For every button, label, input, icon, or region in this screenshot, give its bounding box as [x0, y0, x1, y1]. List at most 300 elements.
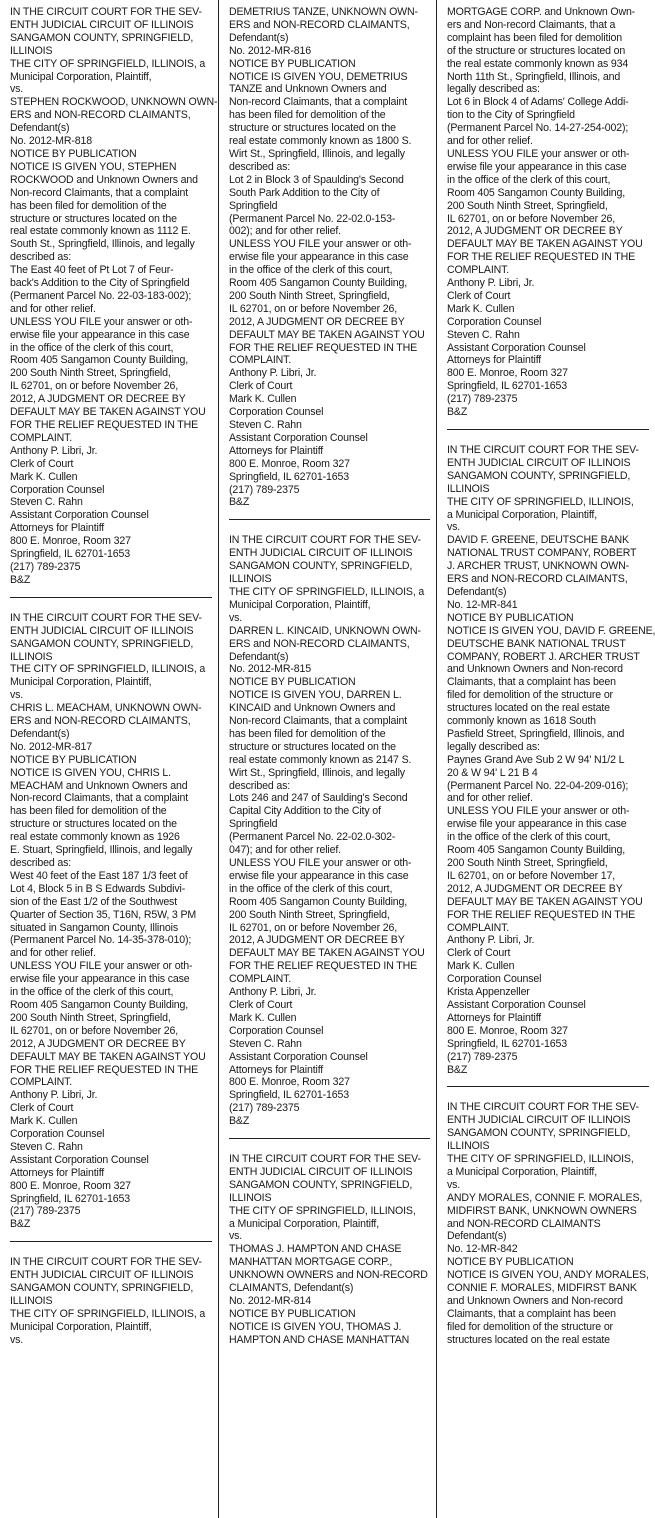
- notice-line: NOTICE BY PUBLICATION: [229, 676, 356, 689]
- legal-notice: [447, 444, 655, 1076]
- notice-line: tion to the City of Springfield: [447, 109, 575, 122]
- notice-line: (Permanent Parcel No. 22-02.0-153-: [229, 212, 396, 225]
- notice-line: 800 E. Monroe, Room 327: [10, 1179, 131, 1192]
- notice-line: Wirt St., Springfield, Illinois, and legally: [229, 766, 405, 779]
- notice-line: Attorneys for Plaintiff: [10, 1166, 105, 1179]
- notice-line: 800 E. Monroe, Room 327: [447, 367, 568, 380]
- notice-line: COMPLAINT.: [10, 1076, 73, 1089]
- notice-line: Steven C. Rahn: [447, 328, 520, 341]
- notice-line: DEFAULT MAY BE TAKEN AGAINST YOU: [10, 1050, 206, 1063]
- column-3: [436, 0, 655, 1518]
- notice-line: Steven C. Rahn: [229, 419, 302, 431]
- notice-line: Municipal Corporation, Plaintiff,: [229, 598, 371, 611]
- notice-line: the real estate commonly known as 934: [447, 57, 629, 70]
- notice-line: No. 12-MR-841: [447, 598, 518, 611]
- notice-line: UNKNOWN OWNERS and NON-RECORD: [229, 1269, 428, 1282]
- notice-line: a Municipal Corporation, Plaintiff,: [447, 508, 598, 521]
- notice-line: has been filed for demolition of the: [229, 109, 386, 122]
- notice-line: Municipal Corporation, Plaintiff,: [10, 70, 152, 83]
- notice-line: Springfield: [229, 199, 278, 212]
- notice-line: ILLINOIS: [10, 650, 53, 663]
- notice-line: THE CITY OF SPRINGFIELD, ILLINOIS, a: [10, 57, 206, 70]
- notice-line: described as:: [229, 779, 291, 792]
- notice-line: DEFAULT MAY BE TAKEN AGAINST YOU: [229, 328, 425, 341]
- notice-line: SANGAMON COUNTY, SPRINGFIELD,: [10, 637, 194, 650]
- notice-line: 200 South Ninth Street, Springfield,: [229, 289, 390, 302]
- notice-line: NOTICE IS GIVEN YOU, STEPHEN: [10, 160, 177, 173]
- notice-line: vs.: [447, 521, 461, 534]
- notice-line: IL 62701, on or before November 26,: [10, 1024, 179, 1037]
- notice-line: Attorneys for Plaintiff: [447, 354, 542, 367]
- notice-line: Clerk of Court: [447, 289, 511, 302]
- notice-line: legally described as:: [447, 740, 540, 753]
- notice-line: FOR THE RELIEF REQUESTED IN THE: [447, 908, 636, 921]
- notice-line: B&Z: [447, 1063, 468, 1076]
- notice-line: KINCAID and Unknown Owners and: [229, 702, 396, 715]
- notice-line: (Permanent Parcel No. 22-04-209-016);: [447, 779, 629, 792]
- notice-line: 800 E. Monroe, Room 327: [229, 457, 350, 470]
- notice-line: SANGAMON COUNTY, SPRINGFIELD,: [229, 560, 413, 573]
- notice-line: Defendant(s): [447, 585, 507, 598]
- notice-line: NOTICE BY PUBLICATION: [10, 147, 137, 160]
- notice-line: in the office of the clerk of this court,: [229, 882, 393, 895]
- notice-line: SANGAMON COUNTY, SPRINGFIELD,: [447, 469, 631, 482]
- notice-line: described as:: [10, 857, 72, 869]
- notice-line: 200 South Ninth Street, Springfield,: [447, 857, 608, 869]
- notice-line: structures located on the real estate: [447, 1333, 610, 1346]
- notice-line: COMPANY, ROBERT J. ARCHER TRUST: [447, 650, 640, 663]
- notice-divider: [229, 1138, 430, 1139]
- notice-line: NOTICE BY PUBLICATION: [229, 1307, 356, 1320]
- notice-line: 200 South Ninth Street, Springfield,: [229, 908, 390, 921]
- notice-line: Assistant Corporation Counsel: [447, 998, 586, 1011]
- notice-line: (217) 789-2375: [10, 1205, 81, 1218]
- notice-line: IL 62701, on or before November 26,: [229, 302, 398, 315]
- notice-line: vs.: [229, 611, 243, 624]
- notice-line: Corporation Counsel: [229, 1024, 324, 1037]
- notice-line: COMPLAINT.: [229, 973, 292, 986]
- notice-line: Non-record Claimants, that a complaint: [10, 792, 189, 805]
- notice-line: Clerk of Court: [447, 947, 511, 960]
- notice-line: South Park Addition to the City of: [229, 186, 380, 199]
- notice-line: in the office of the clerk of this court,: [10, 986, 174, 999]
- notice-line: (217) 789-2375: [229, 1102, 300, 1115]
- notice-line: Room 405 Sangamon County Building,: [229, 277, 408, 290]
- notice-line: ENTH JUDICIAL CIRCUIT OF ILLINOIS: [229, 547, 413, 560]
- notice-line: Corporation Counsel: [10, 483, 105, 496]
- notice-line: Corporation Counsel: [10, 1128, 105, 1141]
- notice-line: ILLINOIS: [10, 1295, 53, 1307]
- notice-line: 2012, A JUDGMENT OR DECREE BY: [447, 882, 623, 895]
- notice-line: Clerk of Court: [10, 457, 74, 470]
- notice-line: FOR THE RELIEF REQUESTED IN THE: [229, 960, 418, 973]
- notice-line: a Municipal Corporation, Plaintiff,: [229, 1217, 380, 1230]
- notice-line: commonly known as 1618 South: [447, 715, 596, 728]
- notice-line: Springfield, IL 62701-1653: [10, 548, 130, 561]
- notice-line: Attorneys for Plaintiff: [229, 1063, 324, 1076]
- notice-line: Lot 6 in Block 4 of Adams' College Addi-: [447, 96, 629, 109]
- notice-line: situated in Sangamon County, Illinois: [10, 921, 178, 934]
- notice-line: in the office of the clerk of this court,: [10, 341, 174, 354]
- notice-line: NOTICE BY PUBLICATION: [10, 753, 137, 766]
- notice-line: ENTH JUDICIAL CIRCUIT OF ILLINOIS: [10, 18, 194, 31]
- notice-line: 200 South Ninth Street, Springfield,: [10, 1011, 171, 1024]
- notice-line: THE CITY OF SPRINGFIELD, ILLINOIS, a: [229, 585, 425, 598]
- notice-line: and Unknown Owners and Non-record: [447, 663, 623, 676]
- notice-divider: [447, 429, 649, 430]
- notice-line: NOTICE BY PUBLICATION: [447, 1256, 574, 1269]
- notice-line: ILLINOIS: [229, 1191, 272, 1204]
- notice-line: Corporation Counsel: [447, 315, 542, 328]
- notice-line: B&Z: [447, 406, 468, 419]
- notice-line: erwise file your appearance in this case: [229, 869, 409, 882]
- notice-line: SANGAMON COUNTY, SPRINGFIELD,: [229, 1178, 413, 1191]
- notice-line: structure or structures located on the: [10, 818, 177, 831]
- notice-line: UNLESS YOU FILE your answer or oth-: [229, 238, 412, 251]
- notice-line: and for other relief.: [10, 302, 96, 315]
- notice-line: vs.: [229, 1230, 243, 1243]
- notice-line: IN THE CIRCUIT COURT FOR THE SEV-: [447, 444, 639, 456]
- notice-line: ILLINOIS: [447, 1140, 490, 1153]
- notice-line: ANDY MORALES, CONNIE F. MORALES,: [447, 1191, 643, 1204]
- notice-divider: [229, 519, 430, 520]
- notice-line: 200 South Ninth Street, Springfield,: [447, 199, 608, 212]
- notice-line: 200 South Ninth Street, Springfield,: [10, 367, 171, 380]
- notice-line: Krista Appenzeller: [447, 986, 530, 999]
- notice-line: DEFAULT MAY BE TAKEN AGAINST YOU: [229, 947, 425, 960]
- notice-line: NOTICE BY PUBLICATION: [447, 611, 574, 624]
- notice-line: SANGAMON COUNTY, SPRINGFIELD,: [10, 1282, 194, 1295]
- notice-line: Anthony P. Libri, Jr.: [229, 367, 317, 380]
- notice-line: and NON-RECORD CLAIMANTS: [447, 1217, 601, 1230]
- notice-line: UNLESS YOU FILE your answer or oth-: [447, 805, 630, 818]
- notice-line: real estate commonly known as 1800 S.: [229, 135, 412, 148]
- notice-line: described as:: [10, 251, 72, 264]
- notice-line: COMPLAINT.: [447, 921, 510, 934]
- column-1: [0, 0, 218, 1518]
- notice-line: Mark K. Cullen: [447, 302, 515, 315]
- notice-line: The East 40 feet of Pt Lot 7 of Feur-: [10, 264, 174, 277]
- notice-line: FOR THE RELIEF REQUESTED IN THE: [229, 341, 418, 354]
- notice-line: sion of the East 1/2 of the Southwest: [10, 895, 178, 908]
- notice-line: legally described as:: [447, 83, 540, 96]
- notice-line: NOTICE BY PUBLICATION: [229, 57, 356, 70]
- notice-line: and Unknown Owners and Non-record: [447, 1295, 623, 1307]
- notice-line: COMPLAINT.: [10, 431, 73, 444]
- notice-divider: [10, 597, 212, 598]
- notice-line: Anthony P. Libri, Jr.: [10, 444, 98, 457]
- legal-notice: [229, 1153, 430, 1347]
- notice-line: Attorneys for Plaintiff: [229, 444, 324, 457]
- notice-line: IL 62701, on or before November 17,: [447, 869, 616, 882]
- legal-notice: [229, 534, 430, 1128]
- notice-line: 002); and for other relief.: [229, 225, 341, 238]
- notice-line: 2012, A JUDGMENT OR DECREE BY: [10, 1037, 186, 1050]
- notice-line: ROCKWOOD and Unknown Owners and: [10, 173, 198, 186]
- notice-line: Mark K. Cullen: [10, 1115, 78, 1128]
- notice-line: Corporation Counsel: [447, 973, 542, 986]
- notice-line: DARREN L. KINCAID, UNKNOWN OWN-: [229, 624, 421, 637]
- notice-line: Capital City Addition to the City of: [229, 805, 381, 818]
- notice-line: structure or structures located on the: [10, 212, 177, 225]
- notice-divider: [10, 1241, 212, 1242]
- notice-line: Room 405 Sangamon County Building,: [447, 844, 626, 857]
- notice-line: Room 405 Sangamon County Building,: [447, 186, 626, 199]
- notice-line: Springfield, IL 62701-1653: [447, 1037, 567, 1050]
- notice-line: ers and Non-record Claimants, that a: [447, 18, 616, 31]
- notice-line: (Permanent Parcel No. 22-02.0-302-: [229, 831, 396, 844]
- notice-line: Springfield, IL 62701-1653: [229, 1089, 349, 1102]
- notice-line: 2012, A JUDGMENT OR DECREE BY: [10, 393, 186, 406]
- notice-line: ILLINOIS: [10, 44, 53, 57]
- legal-notice: [10, 6, 218, 587]
- notice-line: ENTH JUDICIAL CIRCUIT OF ILLINOIS: [447, 456, 631, 469]
- notice-line: J. ARCHER TRUST, UNKNOWN OWN-: [447, 560, 630, 573]
- notice-line: Lot 4, Block 5 in B S Edwards Subdivi-: [10, 882, 186, 895]
- notice-line: SANGAMON COUNTY, SPRINGFIELD,: [10, 31, 194, 44]
- notice-line: Paynes Grand Ave Sub 2 W 94' N1/2 L: [447, 753, 625, 766]
- notice-line: B&Z: [229, 1115, 250, 1128]
- notice-line: structure or structures located on the: [229, 122, 396, 135]
- notice-line: UNLESS YOU FILE your answer or oth-: [229, 857, 412, 869]
- notice-line: HAMPTON AND CHASE MANHATTAN: [229, 1333, 410, 1346]
- notice-line: vs.: [447, 1178, 461, 1191]
- notice-line: erwise file your appearance in this case: [447, 818, 627, 831]
- notice-line: IN THE CIRCUIT COURT FOR THE SEV-: [10, 6, 202, 18]
- notice-line: Anthony P. Libri, Jr.: [10, 1089, 98, 1102]
- notice-line: Attorneys for Plaintiff: [10, 522, 105, 535]
- notice-line: No. 12-MR-842: [447, 1243, 518, 1256]
- notice-line: and for other relief.: [10, 947, 96, 960]
- column-2: [218, 0, 436, 1518]
- notice-line: MANHATTAN MORTGAGE CORP.,: [229, 1256, 393, 1269]
- notice-line: Room 405 Sangamon County Building,: [10, 998, 189, 1011]
- notice-line: real estate commonly known as 1112 E.: [10, 225, 191, 238]
- notice-line: B&Z: [229, 496, 250, 509]
- notice-line: FOR THE RELIEF REQUESTED IN THE: [10, 419, 199, 431]
- notice-line: (Permanent Parcel No. 14-27-254-002);: [447, 122, 629, 135]
- notice-line: IL 62701, on or before November 26,: [10, 380, 179, 393]
- notice-line: ERS and NON-RECORD CLAIMANTS,: [10, 715, 191, 728]
- notice-line: Anthony P. Libri, Jr.: [447, 934, 535, 947]
- notice-line: Steven C. Rahn: [10, 496, 83, 509]
- notice-line: NOTICE IS GIVEN YOU, DEMETRIUS: [229, 70, 408, 83]
- notice-line: erwise file your appearance in this case: [10, 328, 190, 341]
- legal-notice: [10, 612, 212, 1232]
- notice-line: COMPLAINT.: [447, 264, 510, 277]
- notice-line: ENTH JUDICIAL CIRCUIT OF ILLINOIS: [10, 624, 194, 637]
- notice-line: DEFAULT MAY BE TAKEN AGAINST YOU: [447, 238, 643, 251]
- notice-line: Clerk of Court: [229, 998, 293, 1011]
- notice-line: IN THE CIRCUIT COURT FOR THE SEV-: [10, 611, 202, 624]
- notice-line: of the structure or structures located on: [447, 44, 626, 57]
- notice-line: 20 & W 94' L 21 B 4: [447, 766, 538, 779]
- notice-line: (217) 789-2375: [10, 560, 81, 573]
- notice-line: Municipal Corporation, Plaintiff,: [10, 676, 152, 689]
- notice-line: No. 2012-MR-818: [10, 135, 92, 148]
- notice-line: Pasfield Street, Springfield, Illinois, and: [447, 727, 625, 740]
- notice-line: IN THE CIRCUIT COURT FOR THE SEV-: [229, 534, 421, 547]
- notice-line: (Permanent Parcel No. 22-03-183-002);: [10, 289, 192, 302]
- notice-line: in the office of the clerk of this court,: [447, 831, 611, 844]
- notice-line: NOTICE IS GIVEN YOU, THOMAS J.: [229, 1320, 402, 1333]
- notice-line: Assistant Corporation Counsel: [229, 431, 368, 444]
- notice-line: Non-record Claimants, that a complaint: [229, 96, 408, 109]
- notice-line: IN THE CIRCUIT COURT FOR THE SEV-: [229, 1153, 421, 1166]
- notice-line: Springfield, IL 62701-1653: [10, 1192, 130, 1205]
- notice-line: Quarter of Section 35, T16N, R5W, 3 PM: [10, 908, 197, 921]
- legal-notice: [229, 6, 430, 509]
- notice-line: IL 62701, on or before November 26,: [229, 921, 398, 934]
- notice-line: vs.: [10, 689, 24, 702]
- notice-line: Clerk of Court: [229, 380, 293, 393]
- notice-line: NATIONAL TRUST COMPANY, ROBERT: [447, 547, 637, 560]
- notice-line: COMPLAINT.: [229, 354, 292, 367]
- notice-line: erwise file your appearance in this case: [10, 973, 190, 986]
- notice-line: North 11th St., Springfield, Illinois, and: [447, 70, 621, 83]
- notice-line: vs.: [10, 1333, 24, 1346]
- notice-line: 2012, A JUDGMENT OR DECREE BY: [229, 315, 405, 328]
- notice-line: UNLESS YOU FILE your answer or oth-: [10, 960, 193, 973]
- notice-line: (Permanent Parcel No. 14-35-378-010);: [10, 934, 192, 947]
- notice-line: has been filed for demolition of the: [10, 199, 167, 212]
- notice-line: DAVID F. GREENE, DEUTSCHE BANK: [447, 534, 629, 547]
- notice-line: ERS and NON-RECORD CLAIMANTS,: [229, 18, 410, 31]
- notice-line: THE CITY OF SPRINGFIELD, ILLINOIS, a: [10, 663, 206, 676]
- notice-line: Mark K. Cullen: [10, 470, 78, 483]
- notice-line: FOR THE RELIEF REQUESTED IN THE: [10, 1063, 199, 1076]
- notice-line: Clerk of Court: [10, 1102, 74, 1115]
- notice-line: Assistant Corporation Counsel: [10, 1153, 149, 1166]
- notice-line: IN THE CIRCUIT COURT FOR THE SEV-: [447, 1101, 639, 1114]
- notice-line: Defendant(s): [447, 1230, 507, 1243]
- notice-divider: [447, 1086, 649, 1087]
- notice-line: Assistant Corporation Counsel: [229, 1050, 368, 1063]
- notice-line: filed for demolition of the structure or: [447, 1320, 613, 1333]
- notice-line: has been filed for demolition of the: [10, 805, 167, 818]
- notice-line: structure or structures located on the: [229, 740, 396, 753]
- notice-line: South St., Springfield, Illinois, and legally: [10, 238, 195, 251]
- notice-line: (217) 789-2375: [229, 483, 300, 496]
- notice-line: IN THE CIRCUIT COURT FOR THE SEV-: [10, 1256, 202, 1269]
- notice-line: Mark K. Cullen: [447, 960, 515, 973]
- notice-line: MEACHAM and Unknown Owners and: [10, 779, 188, 792]
- notice-line: UNLESS YOU FILE your answer or oth-: [10, 315, 193, 328]
- notice-line: NOTICE IS GIVEN YOU, DAVID F. GREENE,: [447, 624, 655, 637]
- notice-line: Mark K. Cullen: [229, 1011, 297, 1024]
- notice-line: No. 2012-MR-815: [229, 663, 311, 676]
- notice-line: Defendant(s): [10, 122, 70, 135]
- notice-line: vs.: [10, 83, 24, 96]
- notice-line: TANZE and Unknown Owners and: [229, 83, 387, 96]
- notice-line: ERS and NON-RECORD CLAIMANTS,: [10, 109, 191, 122]
- notice-line: Defendant(s): [10, 727, 70, 740]
- notice-line: CLAIMANTS, Defendant(s): [229, 1282, 354, 1295]
- notice-line: Anthony P. Libri, Jr.: [447, 277, 535, 290]
- notice-line: Springfield, IL 62701-1653: [447, 380, 567, 393]
- notice-line: Defendant(s): [229, 650, 289, 663]
- notice-line: Springfield, IL 62701-1653: [229, 470, 349, 483]
- notice-line: in the office of the clerk of this court,: [229, 264, 393, 277]
- notice-line: and for other relief.: [447, 135, 533, 148]
- notice-line: ERS and NON-RECORD CLAIMANTS,: [229, 637, 410, 650]
- notice-line: back's Addition to the City of Springfield: [10, 277, 190, 290]
- notice-line: IL 62701, on or before November 26,: [447, 212, 616, 225]
- notice-line: a Municipal Corporation, Plaintiff,: [447, 1165, 598, 1178]
- notice-line: 047); and for other relief.: [229, 844, 341, 857]
- notice-line: NOTICE IS GIVEN YOU, ANDY MORALES,: [447, 1269, 649, 1282]
- notice-line: DEMETRIUS TANZE, UNKNOWN OWN-: [229, 6, 418, 18]
- notice-line: Anthony P. Libri, Jr.: [229, 986, 317, 999]
- notice-line: 800 E. Monroe, Room 327: [447, 1024, 568, 1037]
- notice-line: real estate commonly known as 2147 S.: [229, 753, 412, 766]
- notice-line: Mark K. Cullen: [229, 393, 297, 406]
- notice-line: ERS and NON-RECORD CLAIMANTS,: [447, 573, 628, 586]
- notice-line: MIDFIRST BANK, UNKNOWN OWNERS: [447, 1204, 637, 1217]
- notice-line: CHRIS L. MEACHAM, UNKNOWN OWN-: [10, 702, 202, 715]
- notice-line: DEUTSCHE BANK NATIONAL TRUST: [447, 637, 626, 650]
- notice-line: Attorneys for Plaintiff: [447, 1011, 542, 1024]
- notice-line: THOMAS J. HAMPTON AND CHASE: [229, 1243, 402, 1256]
- notice-line: DEFAULT MAY BE TAKEN AGAINST YOU: [10, 406, 206, 419]
- notice-line: Wirt St., Springfield, Illinois, and legally: [229, 147, 405, 160]
- notice-line: UNLESS YOU FILE your answer or oth-: [447, 147, 630, 160]
- notice-line: B&Z: [10, 1218, 31, 1231]
- notice-line: real estate commonly known as 1926: [10, 831, 180, 844]
- notice-line: erwise file your appearance in this case: [447, 160, 627, 173]
- notice-line: NOTICE IS GIVEN YOU, CHRIS L.: [10, 766, 171, 779]
- notice-line: Springfield: [229, 818, 278, 831]
- notice-line: structures located on the real estate: [447, 702, 610, 715]
- notice-line: ILLINOIS: [447, 482, 490, 495]
- notice-line: Assistant Corporation Counsel: [10, 509, 149, 522]
- notice-line: B&Z: [10, 573, 31, 586]
- notice-line: filed for demolition of the structure or: [447, 689, 613, 702]
- notice-line: 2012, A JUDGMENT OR DECREE BY: [447, 225, 623, 238]
- notice-line: Room 405 Sangamon County Building,: [229, 895, 408, 908]
- notice-line: THE CITY OF SPRINGFIELD, ILLINOIS, a: [10, 1307, 206, 1320]
- notice-line: THE CITY OF SPRINGFIELD, ILLINOIS,: [447, 1153, 634, 1166]
- notice-line: CONNIE F. MORALES, MIDFIRST BANK: [447, 1282, 637, 1295]
- notice-line: ENTH JUDICIAL CIRCUIT OF ILLINOIS: [447, 1114, 631, 1127]
- notice-line: Non-record Claimants, that a complaint: [229, 715, 408, 728]
- notice-line: Steven C. Rahn: [229, 1037, 302, 1050]
- notice-line: Corporation Counsel: [229, 406, 324, 419]
- notice-line: complaint has been filed for demolition: [447, 31, 622, 44]
- notice-line: Room 405 Sangamon County Building,: [10, 354, 189, 367]
- notice-line: No. 2012-MR-816: [229, 44, 311, 57]
- notice-line: has been filed for demolition of the: [229, 727, 386, 740]
- notice-line: FOR THE RELIEF REQUESTED IN THE: [447, 251, 636, 264]
- notice-line: No. 2012-MR-817: [10, 740, 92, 753]
- legal-notice: [447, 1101, 649, 1346]
- notice-line: STEPHEN ROCKWOOD, UNKNOWN OWN-: [10, 96, 218, 109]
- notice-line: Assistant Corporation Counsel: [447, 341, 586, 354]
- notice-line: and for other relief.: [447, 792, 533, 805]
- notice-line: ENTH JUDICIAL CIRCUIT OF ILLINOIS: [229, 1165, 413, 1178]
- legal-notice: [10, 1256, 212, 1346]
- notice-line: West 40 feet of the East 187 1/3 feet of: [10, 869, 188, 882]
- notice-line: 800 E. Monroe, Room 327: [229, 1076, 350, 1089]
- notice-line: MORTGAGE CORP. and Unknown Own-: [447, 6, 636, 18]
- notice-line: No. 2012-MR-814: [229, 1295, 311, 1307]
- notice-line: Claimants, that a complaint has been: [447, 1307, 616, 1320]
- notice-line: Defendant(s): [229, 31, 289, 44]
- notice-line: SANGAMON COUNTY, SPRINGFIELD,: [447, 1127, 631, 1140]
- notice-line: in the office of the clerk of this court,: [447, 173, 611, 186]
- notice-line: ILLINOIS: [229, 573, 272, 586]
- notice-line: 2012, A JUDGMENT OR DECREE BY: [229, 934, 405, 947]
